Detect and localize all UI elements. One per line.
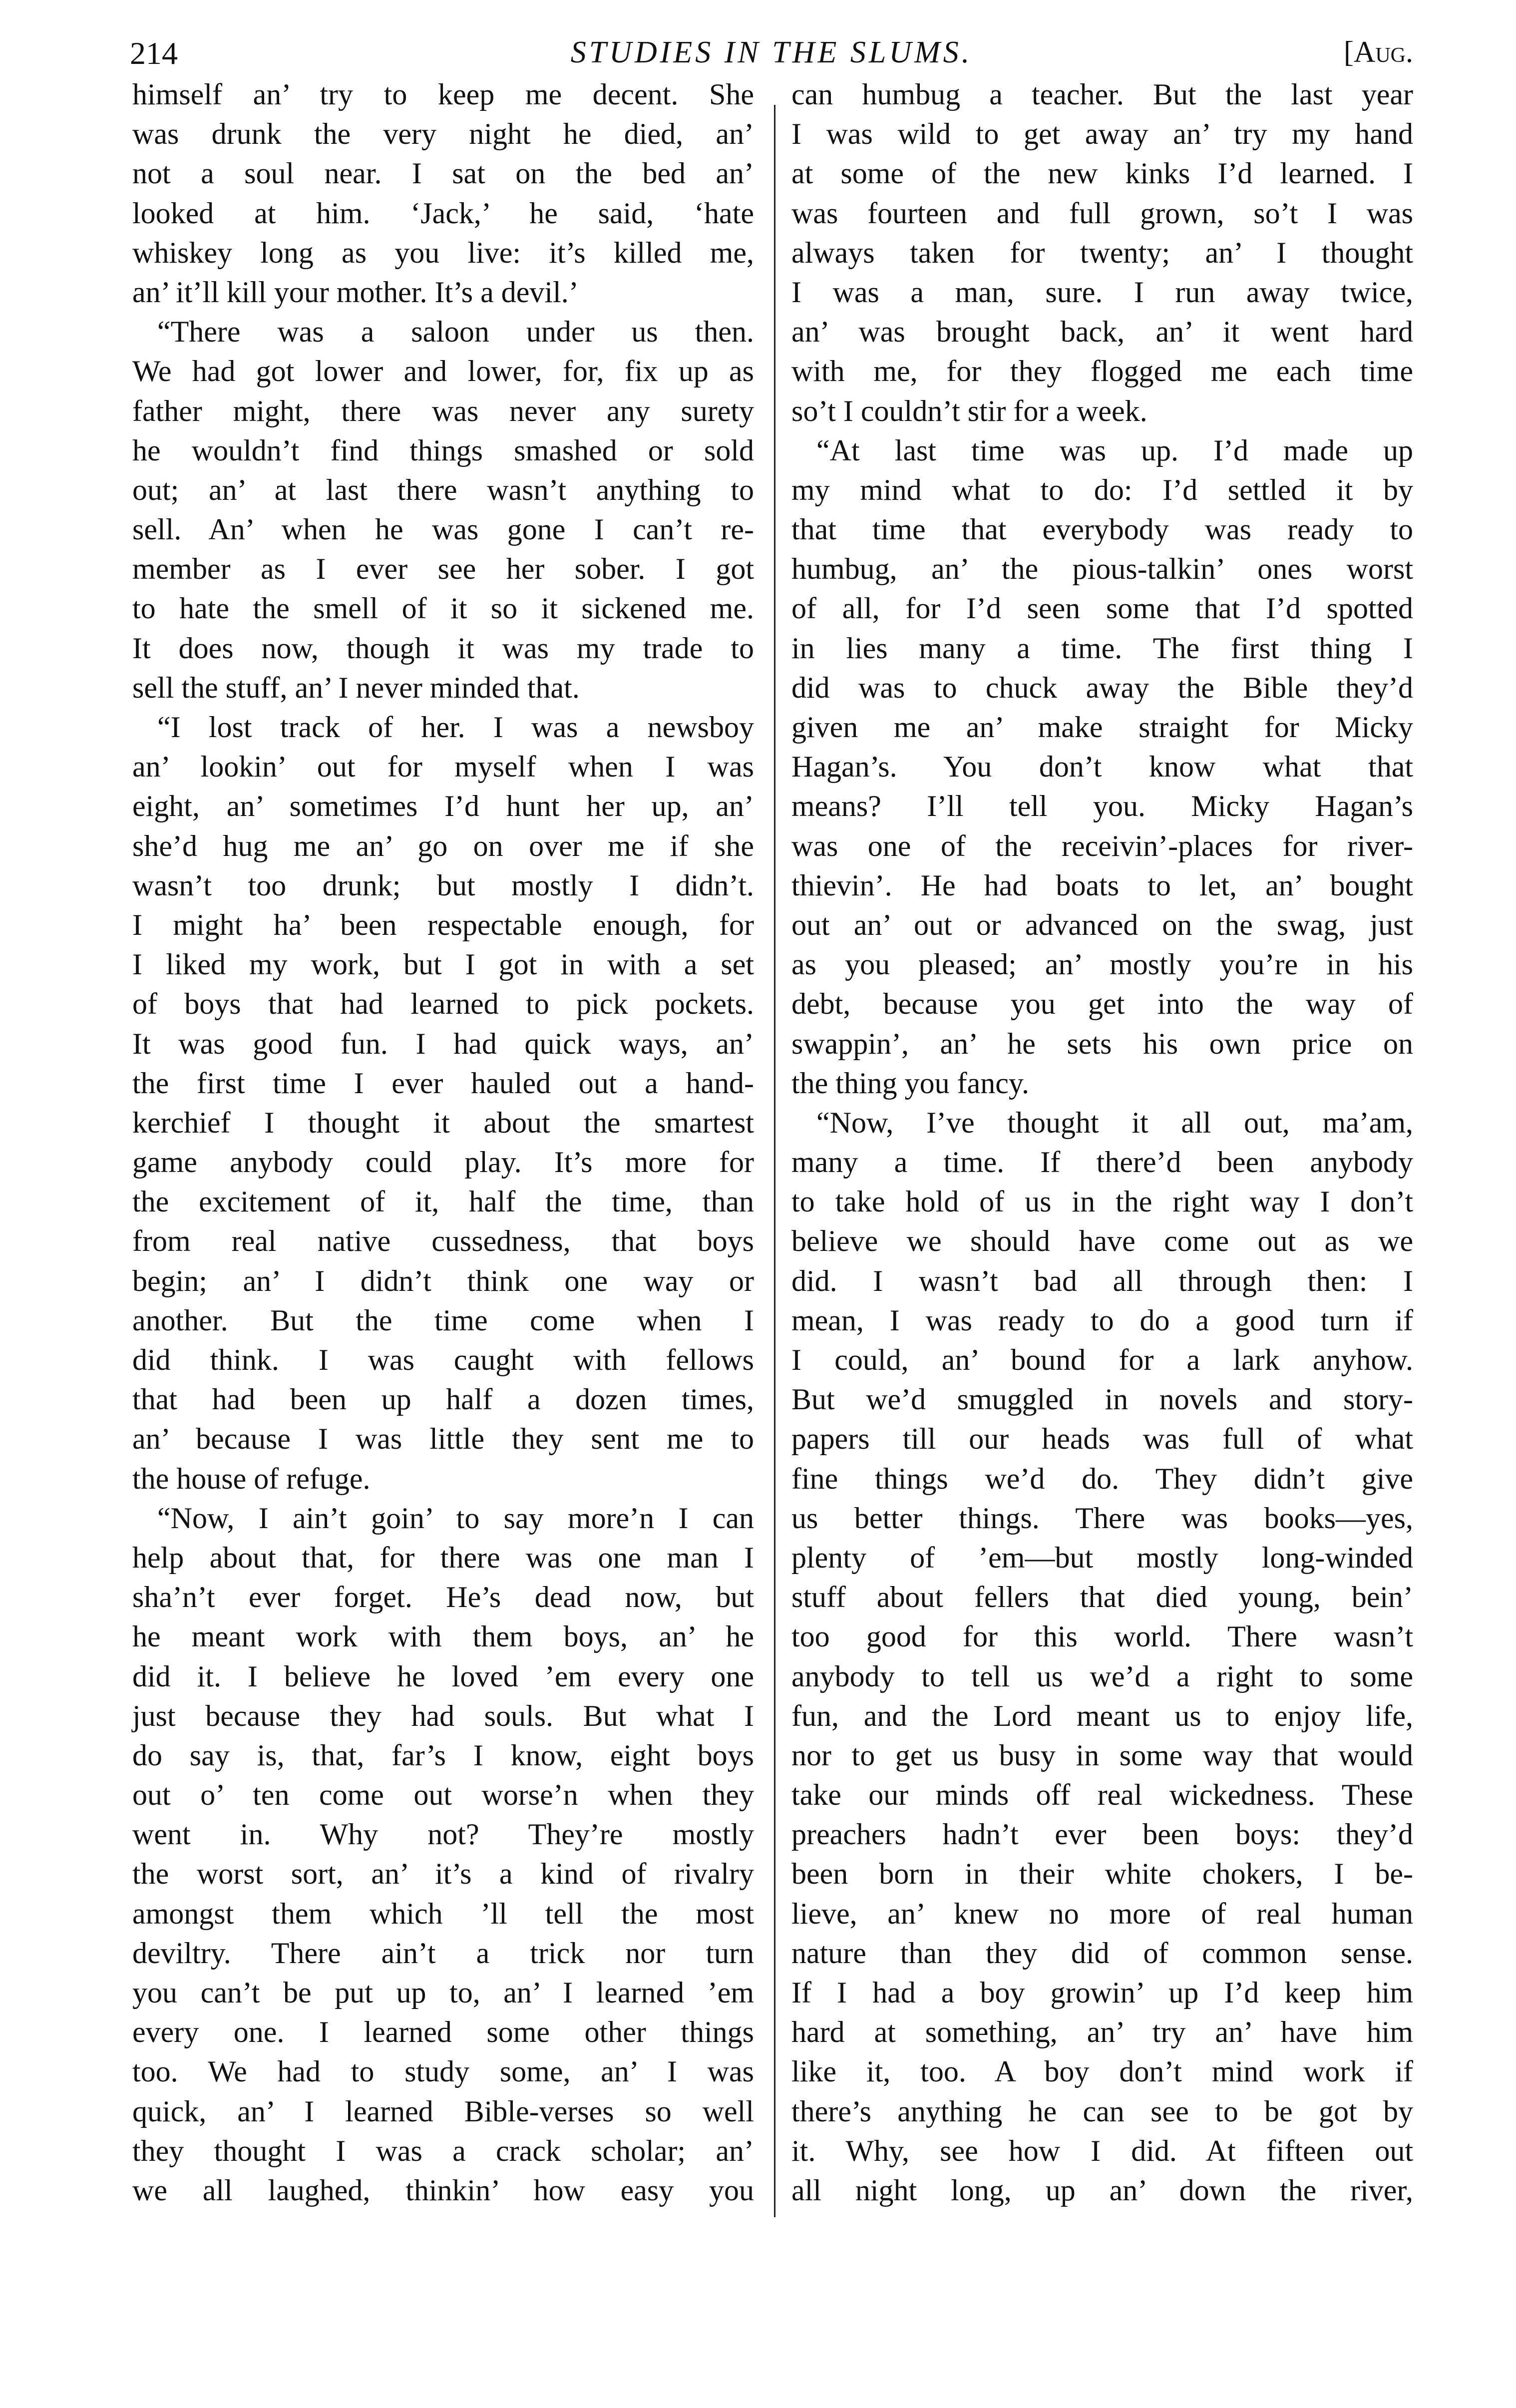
text-line: he wouldn’t find things smashed or sold	[132, 433, 754, 467]
text-line: can humbug a teacher. But the last year	[791, 78, 1413, 111]
text-line: kerchief I thought it about the smartest	[132, 1106, 754, 1139]
text-line: plenty of ’em—but mostly long-winded	[791, 1541, 1413, 1574]
text-line: swappin’, an’ he sets his own price on	[791, 1027, 1413, 1060]
text-line: “Now, I ain’t goin’ to say more’n I can	[157, 1501, 754, 1535]
text-line: every one. I learned some other things	[132, 2015, 754, 2049]
left-text-column	[132, 75, 754, 2210]
text-line: help about that, for there was one man I	[132, 1541, 754, 1574]
text-line: of boys that had learned to pick pockets.	[132, 987, 754, 1021]
right-text-column	[791, 75, 1413, 2210]
text-line: the worst sort, an’ it’s a kind of rivalry	[132, 1857, 754, 1891]
text-line: went in. Why not? They’re mostly	[132, 1818, 754, 1851]
text-line: they thought I was a crack scholar; an’	[132, 2134, 754, 2167]
text-line: out o’ ten come out worse’n when they	[132, 1778, 754, 1812]
text-line: wasn’t too drunk; but mostly I didn’t.	[132, 868, 754, 902]
text-line: But we’d smuggled in novels and story-	[791, 1383, 1413, 1416]
text-line: amongst them which ’ll tell the most	[132, 1897, 754, 1930]
running-title: STUDIES IN THE SLUMS.	[570, 35, 973, 69]
text-line: another. But the time come when I	[132, 1303, 754, 1337]
text-line: us better things. There was books—yes,	[791, 1501, 1413, 1535]
text-line: many a time. If there’d been anybody	[791, 1146, 1413, 1179]
text-line: out an’ out or advanced on the swag, just	[791, 908, 1413, 941]
text-line: “There was a saloon under us then.	[157, 315, 754, 349]
text-line: it. Why, see how I did. At fifteen out	[791, 2134, 1413, 2167]
text-line: was fourteen and full grown, so’t I was	[791, 196, 1413, 230]
text-line: an’ it’ll kill your mother. It’s a devil.’	[132, 275, 579, 309]
text-line: I might ha’ been respectable enough, for	[132, 908, 754, 941]
text-line: hard at something, an’ try an’ have him	[791, 2015, 1413, 2049]
text-line: stuff about fellers that died young, bein’	[791, 1581, 1413, 1614]
text-line: sell. An’ when he was gone I can’t re-	[132, 513, 754, 546]
text-line: means? I’ll tell you. Micky Hagan’s	[791, 790, 1413, 823]
text-line: looked at him. ‘Jack,’ he said, ‘hate	[132, 196, 754, 230]
text-line: always taken for twenty; an’ I thought	[791, 236, 1413, 269]
text-line: he meant work with them boys, an’ he	[132, 1620, 754, 1653]
text-line: quick, an’ I learned Bible-verses so well	[132, 2094, 754, 2128]
text-line: to hate the smell of it so it sickened me.	[132, 592, 754, 625]
text-line: been born in their white chokers, I be-	[791, 1857, 1413, 1891]
text-line: from real native cussedness, that boys	[132, 1224, 754, 1258]
text-line: Hagan’s. You don’t know what that	[791, 750, 1413, 784]
text-line: not a soul near. I sat on the bed an’	[132, 157, 754, 190]
text-line: preachers hadn’t ever been boys: they’d	[791, 1818, 1413, 1851]
text-line: too. We had to study some, an’ I was	[132, 2055, 754, 2088]
text-line: with me, for they flogged me each time	[791, 355, 1413, 388]
page-number: 214	[130, 35, 178, 71]
text-line: I liked my work, but I got in with a set	[132, 948, 754, 981]
text-line: humbug, an’ the pious-talkin’ ones worst	[791, 552, 1413, 586]
text-line: fine things we’d do. They didn’t give	[791, 1462, 1413, 1495]
text-line: in lies many a time. The first thing I	[791, 631, 1413, 665]
text-line: I could, an’ bound for a lark anyhow.	[791, 1343, 1413, 1376]
text-line: deviltry. There ain’t a trick nor turn	[132, 1936, 754, 1970]
text-line: an’ was brought back, an’ it went hard	[791, 315, 1413, 349]
text-line: we all laughed, thinkin’ how easy you	[132, 2173, 754, 2207]
text-line: If I had a boy growin’ up I’d keep him	[791, 1976, 1413, 2009]
text-line: nature than they did of common sense.	[791, 1936, 1413, 1970]
text-line: father might, there was never any surety	[132, 394, 754, 427]
text-line: debt, because you get into the way of	[791, 987, 1413, 1021]
text-line: It was good fun. I had quick ways, an’	[132, 1027, 754, 1060]
text-line: you can’t be put up to, an’ I learned ’em	[132, 1976, 754, 2009]
text-line: as you pleased; an’ mostly you’re in his	[791, 948, 1413, 981]
text-line: just because they had souls. But what I	[132, 1699, 754, 1732]
text-line: my mind what to do: I’d settled it by	[791, 473, 1413, 506]
text-line: did think. I was caught with fellows	[132, 1343, 754, 1376]
text-line: papers till our heads was full of what	[791, 1422, 1413, 1456]
text-line: member as I ever see her sober. I got	[132, 552, 754, 586]
text-line: mean, I was ready to do a good turn if	[791, 1303, 1413, 1337]
text-line: out; an’ at last there wasn’t anything to	[132, 473, 754, 506]
text-line: did was to chuck away the Bible they’d	[791, 671, 1413, 704]
text-line: “Now, I’ve thought it all out, ma’am,	[816, 1106, 1413, 1139]
text-line: an’ lookin’ out for myself when I was	[132, 750, 754, 784]
text-line: game anybody could play. It’s more for	[132, 1146, 754, 1179]
text-line: was one of the receivin’-places for river-	[791, 829, 1413, 862]
text-line: like it, too. A boy don’t mind work if	[791, 2055, 1413, 2088]
text-line: the house of refuge.	[132, 1462, 371, 1495]
text-line: lieve, an’ knew no more of real human	[791, 1897, 1413, 1930]
text-line: himself an’ try to keep me decent. She	[132, 78, 754, 111]
text-line: eight, an’ sometimes I’d hunt her up, an’	[132, 790, 754, 823]
text-line: the thing you fancy.	[791, 1066, 1029, 1100]
text-line: to take hold of us in the right way I don’t	[791, 1185, 1413, 1218]
text-line: too good for this world. There wasn’t	[791, 1620, 1413, 1653]
text-line: did. I wasn’t bad all through then: I	[791, 1264, 1413, 1297]
text-line: anybody to tell us we’d a right to some	[791, 1659, 1413, 1693]
text-line: nor to get us busy in some way that would	[791, 1738, 1413, 1772]
text-line: she’d hug me an’ go on over me if she	[132, 829, 754, 862]
text-line: of all, for I’d seen some that I’d spotted	[791, 592, 1413, 625]
text-line: was drunk the very night he died, an’	[132, 117, 754, 151]
text-line: We had got lower and lower, for, fix up as	[132, 355, 754, 388]
text-line: all night long, up an’ down the river,	[791, 2173, 1413, 2207]
text-line: so’t I couldn’t stir for a week.	[791, 394, 1147, 427]
text-line: fun, and the Lord meant us to enjoy life,	[791, 1699, 1413, 1732]
text-line: that time that everybody was ready to	[791, 513, 1413, 546]
section-mark: [Aug.	[1344, 35, 1413, 68]
text-line: an’ because I was little they sent me to	[132, 1422, 754, 1456]
text-line: sell the stuff, an’ I never minded that.	[132, 671, 580, 704]
text-line: the first time I ever hauled out a hand-	[132, 1066, 754, 1100]
text-line: I was a man, sure. I run away twice,	[791, 275, 1413, 309]
text-line: do say is, that, far’s I know, eight boys	[132, 1738, 754, 1772]
text-line: I was wild to get away an’ try my hand	[791, 117, 1413, 151]
text-line: “At last time was up. I’d made up	[816, 433, 1413, 467]
text-line: the excitement of it, half the time, than	[132, 1185, 754, 1218]
column-divider	[774, 105, 775, 2217]
text-line: given me an’ make straight for Micky	[791, 711, 1413, 744]
text-line: did it. I believe he loved ’em every one	[132, 1659, 754, 1693]
text-line: It does now, though it was my trade to	[132, 631, 754, 665]
text-line: whiskey long as you live: it’s killed me,	[132, 236, 754, 269]
text-line: “I lost track of her. I was a newsboy	[157, 711, 754, 744]
text-line: there’s anything he can see to be got by	[791, 2094, 1413, 2128]
text-line: take our minds off real wickedness. These	[791, 1778, 1413, 1812]
text-line: that had been up half a dozen times,	[132, 1383, 754, 1416]
running-header	[130, 30, 1413, 80]
text-line: at some of the new kinks I’d learned. I	[791, 157, 1413, 190]
text-line: believe we should have come out as we	[791, 1224, 1413, 1258]
text-line: thievin’. He had boats to let, an’ bought	[791, 868, 1413, 902]
text-line: sha’n’t ever forget. He’s dead now, but	[132, 1581, 754, 1614]
text-line: begin; an’ I didn’t think one way or	[132, 1264, 754, 1297]
